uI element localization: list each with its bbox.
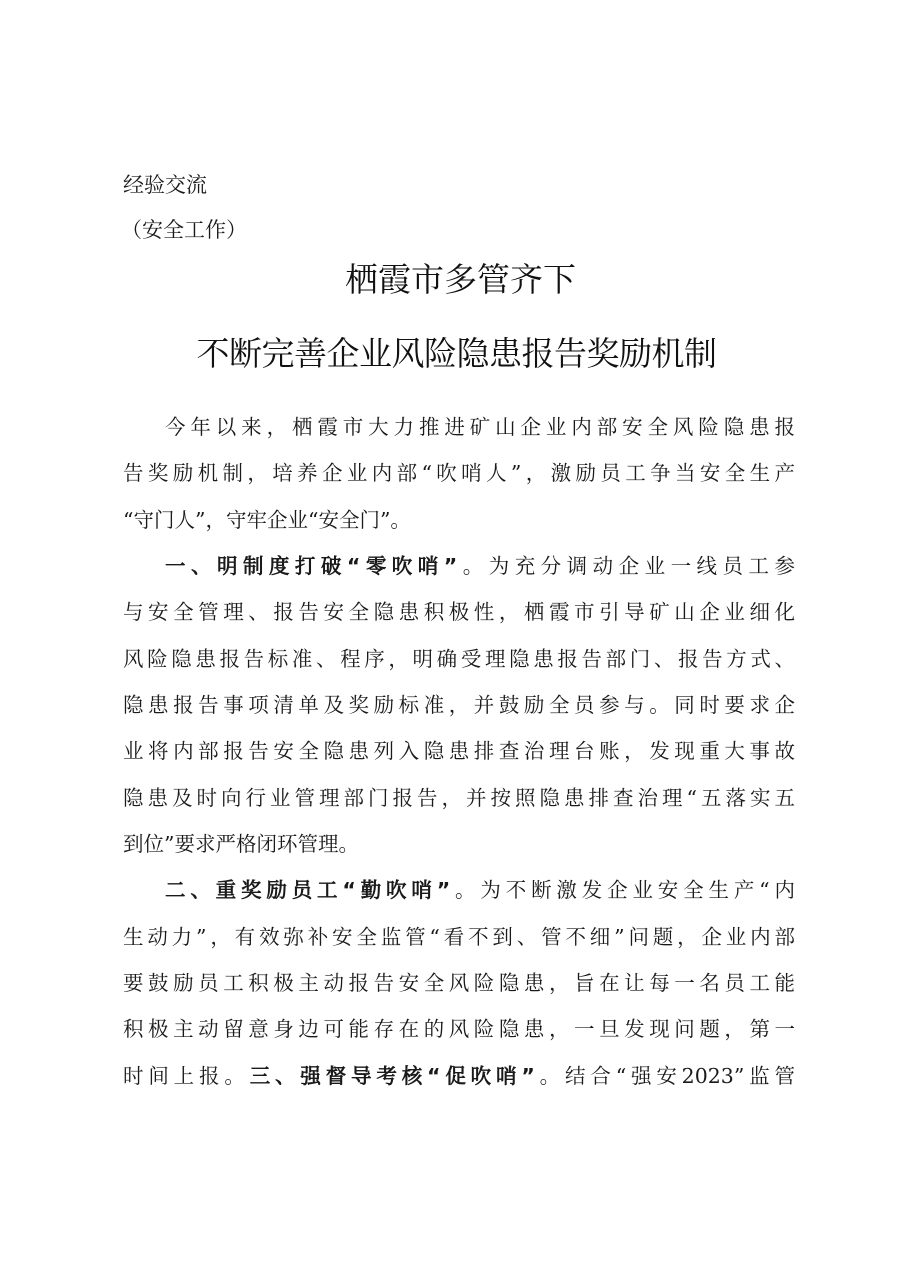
section3-line-rest: 。结合“强安2023”监管 [534, 1063, 796, 1088]
section2-heading: 二、重奖励员工“勤吹哨” [165, 878, 451, 903]
document-body [123, 404, 795, 1099]
section2-line: 积极主动留意身边可能存在的风险隐患，一旦发现问题，第一 [123, 1017, 795, 1042]
section1-heading: 一、明制度打破“零吹哨” [165, 554, 458, 579]
section1-line: 与安全管理、报告安全隐患积极性，栖霞市引导矿山企业细化 [123, 600, 795, 625]
section2-last-line-prefix: 时间上报。 [123, 1063, 250, 1088]
section1-line: 业将内部报告安全隐患列入隐患排查治理台账，发现重大事故 [123, 739, 795, 764]
document-subcategory: （安全工作） [121, 218, 247, 242]
section1-line-rest: 。为充分调动企业一线员工参 [457, 554, 796, 579]
document-category: 经验交流 [123, 173, 207, 197]
section1-line: 隐患报告事项清单及奖励标准，并鼓励全员参与。同时要求企 [123, 693, 795, 718]
section2-line: 生动力”，有效弥补安全监管“看不到、管不细”问题，企业内部 [123, 924, 795, 949]
section1-line: 隐患及时向行业管理部门报告，并按照隐患排查治理“五落实五 [123, 785, 795, 810]
intro-line: 告奖励机制，培养企业内部“吹哨人”，激励员工争当安全生产 [123, 461, 795, 486]
section1-line: 到位”要求严格闭环管理。 [123, 832, 359, 857]
section2-line: 要鼓励员工积极主动报告安全风险隐患，旨在让每一名员工能 [123, 971, 795, 996]
section1-first-line [123, 543, 795, 589]
document-title: 栖霞市多管齐下 [345, 260, 576, 299]
section3-heading: 三、强督导考核“促吹哨” [249, 1063, 535, 1088]
document-subtitle: 不断完善企业风险隐患报告奖励机制 [196, 334, 717, 373]
section1-line: 风险隐患报告标准、程序，明确受理隐患报告部门、报告方式、 [123, 646, 795, 671]
section3-first-line [123, 1053, 795, 1099]
section2-first-line [123, 867, 795, 913]
intro-line: “守门人”，守牢企业“安全门”。 [123, 507, 411, 532]
section2-line-rest: 。为不断激发企业安全生产“内 [450, 878, 795, 903]
intro-line: 今年以来，栖霞市大力推进矿山企业内部安全风险隐患报 [165, 415, 795, 439]
